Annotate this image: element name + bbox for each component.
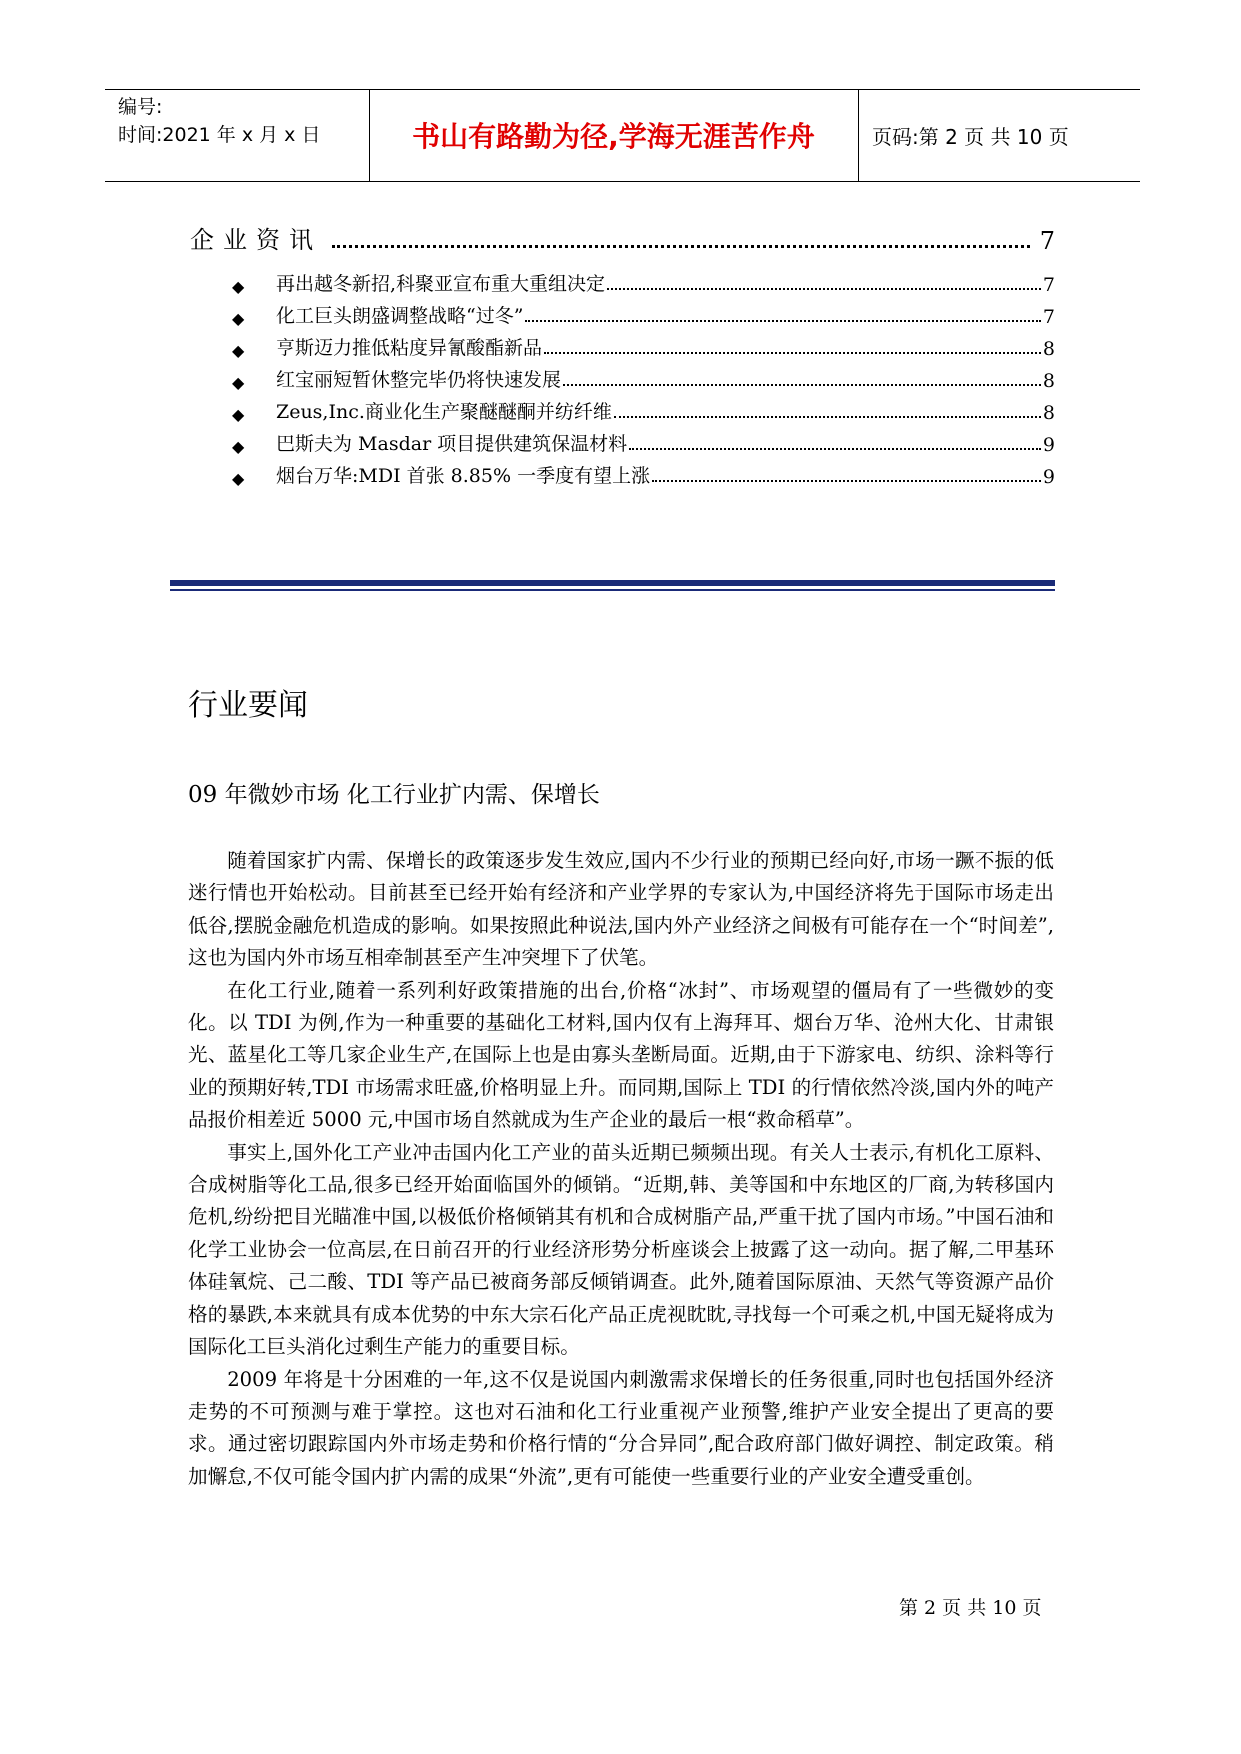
footer-page-number: 第 2 页 共 10 页 [899, 1597, 1042, 1619]
section-divider-thin [170, 589, 1055, 591]
toc-section-page: 7 [1039, 227, 1055, 255]
section-heading: 行业要闻 [188, 688, 308, 723]
toc-item-title: 红宝丽短暂休整完毕仍将快速发展 [276, 369, 562, 391]
article-title: 09 年微妙市场 化工行业扩内需、保增长 [188, 782, 600, 808]
article-body [188, 845, 1054, 1493]
document-time-label: 时间:2021 年 x 月 x 日 [118, 124, 321, 146]
toc-item[interactable] [232, 360, 1055, 392]
toc-item-page: 7 [1042, 274, 1055, 296]
diamond-bullet-icon: ◆ [232, 309, 245, 328]
toc-item-title: 再出越冬新招,科聚亚宣布重大重组决定 [276, 273, 606, 295]
diamond-bullet-icon: ◆ [232, 437, 245, 456]
toc-dot-leader [652, 480, 1041, 482]
header-motto: 书山有路勤为径,学海无涯苦作舟 [412, 120, 815, 153]
diamond-bullet-icon: ◆ [232, 405, 245, 424]
toc-item-page: 8 [1042, 370, 1055, 392]
toc-dot-leader [332, 245, 1030, 248]
toc-dot-leader [614, 416, 1041, 418]
header-meta [118, 93, 320, 149]
toc-list [232, 264, 1055, 488]
header-bottom-border [105, 181, 1140, 182]
article-paragraph: 事实上,国外化工产业冲击国内化工产业的苗头近期已频频出现。有关人士表示,有机化工原料、合成树脂等化工品,很多已经开始面临国外的倾销。“近期,韩、美等国和中东地区的厂商,为转移国内危机,纷纷把目光瞄准中国,以极低价格倾销其有机和合成树脂产品,严重干扰了国内市场。”中国石油和化学工业协会一位高层,在日前召开的行业经济形势分析座谈会上披露了这一动向。据了解,二甲基环体硅氧烷、己二酸、TDI 等产品已被商务部反倾销调查。此外,随着国际原油、天然气等资源产品价格的暴跌,本来就具有成本优势的中东大宗石化产品正虎视眈眈,寻找每一个可乘之机,中国无疑将成为国际化工巨头消化过剩生产能力的重要目标。 [188, 1140, 1054, 1359]
article-paragraph: 在化工行业,随着一系列利好政策措施的出台,价格“冰封”、市场观望的僵局有了一些微妙的变化。以 TDI 为例,作为一种重要的基础化工材料,国内仅有上海拜耳、烟台万华、沧州大化、甘肃银光、蓝星化工等几家企业生产,在国际上也是由寡头垄断局面。近期,由于下游家电、纺织、涂料等行业的预期好转,TDI 市场需求旺盛,价格明显上升。而同期,国际上 TDI 的行情依然冷淡,国内外的吨产品报价相差近 5000 元,中国市场自然就成为生产企业的最后一根“救命稻草”。 [188, 978, 1054, 1132]
toc-item-page: 8 [1042, 402, 1055, 424]
toc-dot-leader [629, 448, 1041, 450]
article-paragraph: 随着国家扩内需、保增长的政策逐步发生效应,国内不少行业的预期已经向好,市场一蹶不振的低迷行情也开始松动。目前甚至已经开始有经济和产业学界的专家认为,中国经济将先于国际市场走出低谷,摆脱金融危机造成的影响。如果按照此种说法,国内外产业经济之间极有可能存在一个“时间差”,这也为国内外市场互相牵制甚至产生冲突埋下了伏笔。 [188, 849, 1054, 970]
toc-item-page: 9 [1042, 466, 1055, 488]
diamond-bullet-icon: ◆ [232, 341, 245, 360]
header-page-info: 页码:第 2 页 共 10 页 [872, 124, 1069, 149]
toc-item[interactable] [232, 296, 1055, 328]
toc-item-title: 烟台万华:MDI 首张 8.85% 一季度有望上涨 [276, 465, 651, 487]
toc-item-page: 7 [1042, 306, 1055, 328]
toc-item-title: Zeus,Inc.商业化生产聚醚醚酮并纺纤维 [276, 401, 612, 423]
toc-dot-leader [563, 384, 1041, 386]
diamond-bullet-icon: ◆ [232, 277, 245, 296]
section-divider-thick [170, 580, 1055, 586]
article-paragraph: 2009 年将是十分困难的一年,这不仅是说国内刺激需求保增长的任务很重,同时也包括国外经济走势的不可预测与难于掌控。这也对石油和化工行业重视产业预警,维护产业安全提出了更高的要求。通过密切跟踪国内外市场走势和价格行情的“分合异同”,配合政府部门做好调控、制定政策。稍加懈怠,不仅可能令国内扩内需的成果“外流”,更有可能使一些重要行业的产业安全遭受重创。 [188, 1367, 1054, 1488]
toc-item[interactable] [232, 456, 1055, 488]
toc-dot-leader [607, 288, 1041, 290]
header-divider-right [858, 89, 859, 181]
toc-section-entry[interactable] [190, 220, 1055, 255]
toc-dot-leader [544, 352, 1041, 354]
diamond-bullet-icon: ◆ [232, 469, 245, 488]
toc-dot-leader [525, 320, 1040, 322]
toc-item[interactable] [232, 392, 1055, 424]
toc-item[interactable] [232, 424, 1055, 456]
toc-item-title: 化工巨头朗盛调整战略“过冬” [276, 305, 524, 327]
toc-item[interactable] [232, 264, 1055, 296]
diamond-bullet-icon: ◆ [232, 373, 245, 392]
toc-item-title: 巴斯夫为 Masdar 项目提供建筑保温材料 [276, 433, 628, 455]
document-number-label: 编号: [118, 96, 163, 118]
toc-item-page: 8 [1042, 338, 1055, 360]
toc-item[interactable] [232, 328, 1055, 360]
toc-item-page: 9 [1042, 434, 1055, 456]
toc-section-title: 企业资讯 [190, 226, 322, 254]
toc-item-title: 亨斯迈力推低粘度异氰酸酯新品 [276, 337, 543, 359]
